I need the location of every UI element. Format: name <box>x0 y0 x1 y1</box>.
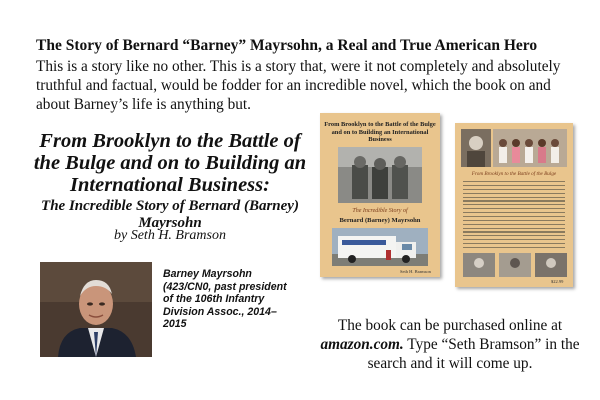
back-price: $22.99 <box>551 279 564 284</box>
purchase-line2: Type “Seth Bramson” in the search and it will come up. <box>367 336 580 372</box>
book-title: From Brooklyn to the Battle of the Bulge and on to Building an International Business: <box>33 130 307 196</box>
book-front-cover <box>320 113 440 277</box>
back-photos <box>461 129 567 167</box>
cover-subtitle: The Incredible Story of <box>352 208 408 214</box>
back-title: From Brooklyn to the Battle of the Bulge <box>471 171 557 177</box>
cover-truck-photo <box>332 228 428 266</box>
purchase-line1: The book can be purchased online at <box>337 317 563 334</box>
back-text-block <box>463 181 565 251</box>
cover-name: Bernard (Barney) Mayrsohn <box>339 217 421 224</box>
portrait-photo <box>40 262 152 357</box>
cover-author: Seth H. Bramson <box>400 269 431 274</box>
portrait-caption: Barney Mayrsohn (423/CN0, past president of the 106th Infantry Division Assoc., 2014–2015 <box>163 268 287 331</box>
cover-soldiers-photo <box>338 147 422 203</box>
purchase-info <box>320 316 580 373</box>
book-title-block <box>30 130 310 232</box>
headline: The Story of Bernard “Barney” Mayrsohn, a Real and True American Hero <box>36 37 538 54</box>
cover-title: From Brooklyn to the Battle of the Bulge and on to Building an International Business <box>324 121 436 143</box>
back-bottom-photos <box>463 253 567 277</box>
byline: by Seth H. Bramson <box>114 228 226 243</box>
book-back-cover <box>455 123 573 287</box>
amazon-link[interactable]: amazon.com. <box>320 336 404 353</box>
intro-paragraph: This is a story like no other. This is a story that, were it not completely and absolutely truthful and factual, would be fodder for an incredible novel, which the book on and about Barney’s life is anything but. <box>36 58 561 113</box>
book-subtitle: The Incredible Story of Bernard (Barney) Mayrsohn <box>41 198 299 231</box>
